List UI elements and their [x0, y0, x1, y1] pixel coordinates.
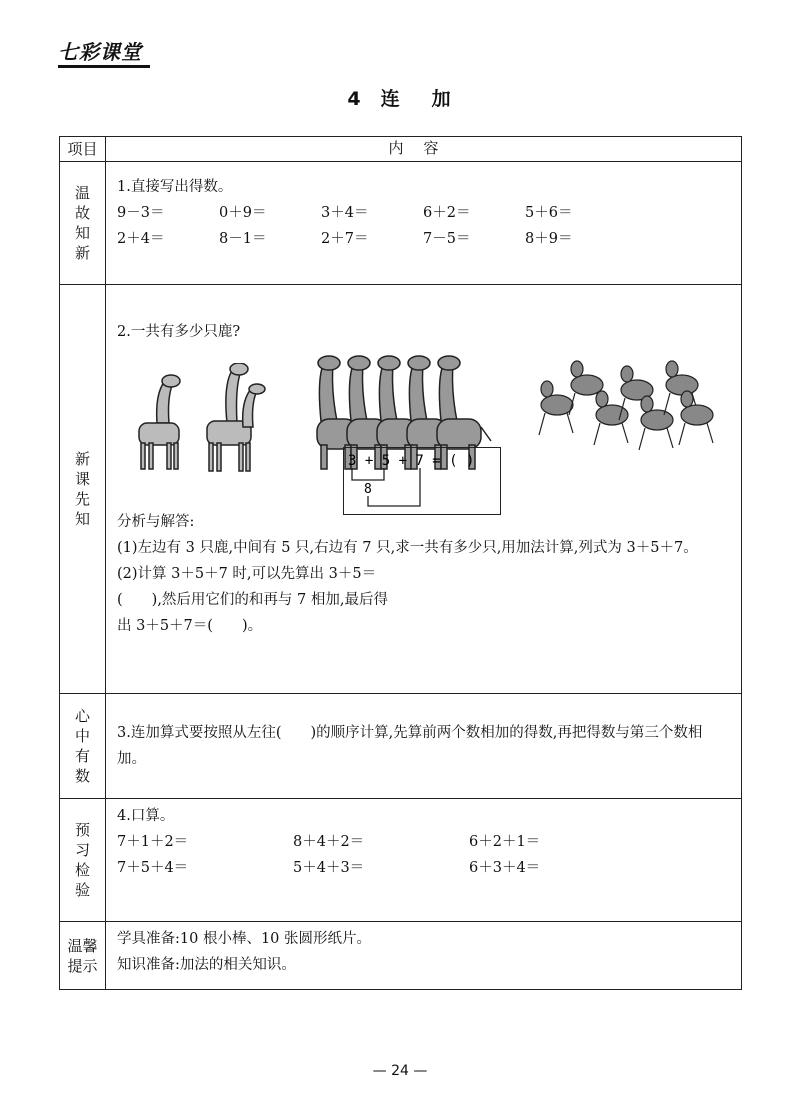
brand-logo [58, 40, 154, 70]
analysis-title: 分析与解答: [117, 514, 195, 530]
lesson-title-char-2: 加 [431, 88, 453, 110]
review-item: 8－1＝ [219, 231, 267, 247]
review-item: 3＋4＝ [321, 205, 369, 221]
review-item: 2＋7＝ [321, 231, 369, 247]
review-item: 6＋2＝ [423, 205, 471, 221]
review-item: 9－3＝ [117, 205, 165, 221]
header-content-label: 内容 [106, 137, 742, 162]
review-item: 7－5＝ [423, 231, 471, 247]
tips-line-1: 学具准备:10 根小棒、10 张圆形纸片。 [117, 931, 372, 947]
lesson-number: 4 [347, 88, 363, 110]
calculation-diagram-svg [344, 448, 500, 514]
review-item: 8＋9＝ [525, 231, 573, 247]
key-points-label: 心中有数 [74, 707, 90, 785]
giraffe-group-left [127, 363, 267, 483]
preview-row-1 [117, 829, 731, 855]
preview-item: 6＋3＋4＝ [469, 860, 541, 876]
review-item: 2＋4＝ [117, 231, 165, 247]
review-label: 温故知新 [74, 184, 90, 262]
new-lesson-label: 新课先知 [74, 450, 90, 528]
analysis-step-2b: ( ),然后用它们的和再与 7 相加,最后得 [117, 592, 388, 608]
review-label-cell [60, 162, 106, 285]
brand-underline [58, 65, 150, 68]
review-content [106, 162, 742, 285]
analysis-step-2c: 出 3＋5＋7＝( )。 [117, 618, 263, 634]
review-item: 0＋9＝ [219, 205, 267, 221]
header-item-cell [60, 137, 106, 162]
lesson-title [0, 84, 800, 111]
diagram-expression: 3 + 5 + 7 = ( ) [348, 453, 475, 469]
deer-question: 2.一共有多少只鹿? [117, 324, 241, 340]
section-review [60, 162, 742, 285]
brand-text: 七彩课堂 [58, 40, 142, 64]
preview-item: 7＋5＋4＝ [117, 860, 189, 876]
key-points-content [106, 694, 742, 799]
worksheet-table [59, 136, 742, 990]
table-header-row [60, 137, 742, 162]
key-points-label-cell [60, 694, 106, 799]
preview-question: 4.口算。 [117, 808, 175, 824]
tips-label: 温馨提示 [67, 936, 98, 975]
page-number: — 24 — [372, 1063, 428, 1079]
preview-item: 5＋4＋3＝ [293, 860, 365, 876]
review-item: 5＋6＝ [525, 205, 573, 221]
analysis-step-1: (1)左边有 3 只鹿,中间有 5 只,右边有 7 只,求一共有多少只,用加法计算,列式为 3＋5＋7。 [117, 540, 698, 556]
tips-label-cell [60, 922, 106, 990]
preview-row-2 [117, 855, 731, 881]
section-tips [60, 922, 742, 990]
preview-label: 预习检验 [74, 821, 90, 899]
preview-label-cell [60, 799, 106, 922]
diagram-bracket-2 [368, 468, 420, 506]
key-points-text: 3.连加算式要按照从左往( )的顺序计算,先算前两个数相加的得数,再把得数与第三个数相加。 [117, 725, 703, 767]
preview-content [106, 799, 742, 922]
calculation-diagram [343, 447, 501, 515]
preview-item: 8＋4＋2＝ [293, 834, 365, 850]
review-question: 1.直接写出得数。 [117, 179, 233, 195]
section-preview-check [60, 799, 742, 922]
analysis-step-2a: (2)计算 3＋5＋7 时,可以先算出 3＋5＝ [117, 566, 377, 582]
review-row-2 [117, 226, 731, 252]
deer-herd-right [537, 355, 717, 465]
preview-item: 7＋1＋2＝ [117, 834, 189, 850]
review-row-1 [117, 200, 731, 226]
preview-item: 6＋2＋1＝ [469, 834, 541, 850]
header-item-label: 项目 [67, 140, 98, 158]
lesson-title-char-1: 连 [380, 88, 402, 110]
tips-line-2: 知识准备:加法的相关知识。 [117, 957, 296, 973]
section-key-points [60, 694, 742, 799]
new-lesson-label-cell [60, 285, 106, 694]
tips-content [106, 922, 742, 990]
diagram-partial-sum: 8 [364, 482, 372, 497]
diagram-bracket-1 [352, 468, 384, 480]
